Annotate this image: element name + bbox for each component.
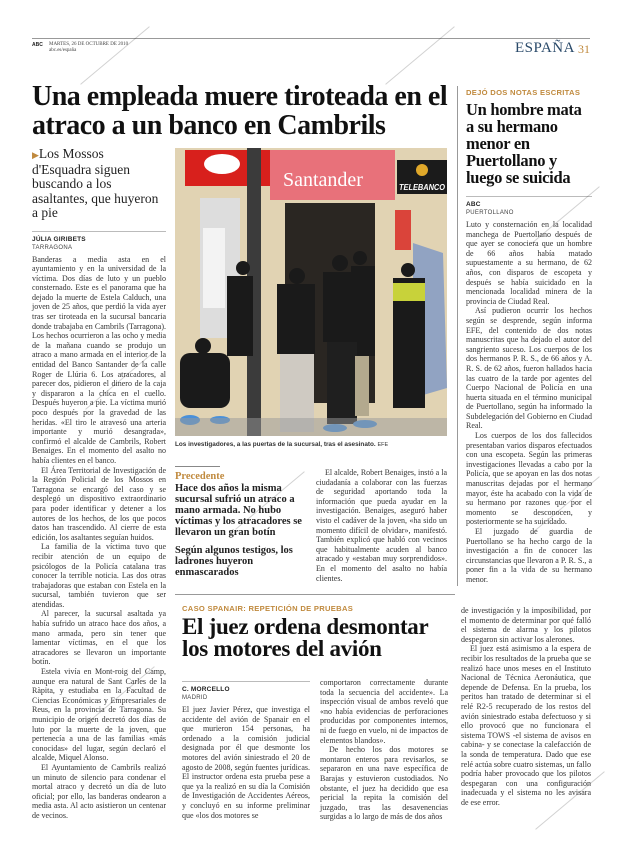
photo-caption-text: Los investigadores, a las puertas de la sucursal, tras el asesinato. — [175, 441, 376, 448]
spanair-kicker: CASO SPANAIR: REPETICIÓN DE PRUEBAS — [182, 604, 354, 613]
triangle-bullet-icon: ▶ — [32, 150, 39, 160]
header-date: MARTES, 26 DE OCTUBRE DE 2010 — [49, 42, 129, 47]
spanair-paragraph: comportaron correctamente durante toda la secuencia del accidente». La inspección visual de ambos reveló que «no había evidencias de perforaciones producidas por componentes internos, ni de fuego en vuelo, ni de impactos de elementos blandos». — [320, 678, 448, 745]
header-rule — [32, 38, 590, 39]
spanair-paragraph: El juez Javier Pérez, que investiga el accidente del avión de Spanair en el que murieron 154 personas, ha ordenado a la comisión judicial designada por él que desmonte los motores del avión siniestrado el 20 de agosto de 2008, según fuentes jurídicas. El instructor ordena esta prueba pese a que ya la realizó en su día la Comisión de Investigación de Accidentes Aéreos, y concluyó en su informe preliminar que «los dos motores se — [182, 705, 310, 820]
spanair-col3 — [461, 606, 591, 807]
column-divider — [457, 86, 458, 586]
main-paragraph: La familia de la víctima tuvo que recibir atención de un equipo de psicólogos de la Policía catalana tras conocer la terrible noticia. Las dos otras trabajadoras que estaban con Estela en la sucursal, también tuvieron que ser atendidas. — [32, 542, 166, 609]
spanair-byline-rule — [182, 681, 310, 682]
header-url[interactable]: abc.es/españa — [49, 48, 77, 53]
main-paragraph: El alcalde, Robert Benaiges, instó a la ciudadanía a colaborar con las fuerzas de seguridad aportando toda la información que pueda ayudar en la investigación. Benaiges, aseguró haber visto el cadáver de la joven, «ha sido un momento difícil de olvidar», manifestó. También explicó que habló con vecinos que habitualmente acuden al banco atracado y «estaban muy sorprendidos». En el momento del asalto no había clientes. — [316, 468, 447, 583]
side-paragraph: Los cuerpos de los dos fallecidos presentaban varios disparos efectuados con una escopeta. Según las primeras investigaciones llevadas a cabo por la Policía, que se apoyan en las dos notas manuscritas dejadas por el hermano mayor, éste ha acabado con la vida de su hermano por razones que por el momento se desconocen, y posteriormente se ha suicidado. — [466, 431, 592, 527]
side-kicker: DEJÓ DOS NOTAS ESCRITAS — [466, 88, 581, 97]
photo-sign-text: Santander — [283, 169, 363, 191]
main-paragraph: El Ayuntamiento de Cambrils realizó un minuto de silencio para condenar el mortal atraco y decretó un día de luto oficial; por ello, las banderas ondearon a media asta. Al acto asistieron un centenar de vecinos. — [32, 762, 166, 820]
main-paragraph: Al parecer, la sucursal asaltada ya había sufrido un atraco hace dos años, a mano armada, pero sin tener que lamentar víctimas, en el que los atracadores se llevaron un importante botín. — [32, 609, 166, 667]
main-left-column — [32, 147, 166, 821]
side-location: PUERTOLLANO — [466, 210, 514, 216]
side-byline-rule — [466, 196, 592, 197]
spanair-headline: El juez ordena desmontar los motores del avión — [182, 614, 429, 661]
news-photo — [175, 148, 447, 436]
main-headline: Una empleada muere tiroteada en el atraco a un banco en Cambrils — [32, 81, 448, 141]
watermark-line — [80, 26, 150, 85]
main-location: TARRAGONA — [32, 244, 73, 251]
main-byline: JÚLIA GIRIBETS — [32, 235, 86, 243]
main-paragraph: Estela vivía en Mont-roig del Camp, aunque era natural de Sant Carles de la Ràpita, y estudiaba en la Facultad de Ciencias Económicas y Empresariales de Reus, en la provincia de Tarragona. Su municipio de origen decretó dos días de luto por la muerte de la joven, que pertenecía a una de las familias «más conocidas» del lugar, según declaró el alcalde, Miquel Alonso. — [32, 667, 166, 763]
spanair-paragraph: De hecho los dos motores se montaron enteros para revisarlos, se separaron en una nave específica de Barajas y estuvieron custodiados. No obstante, el juez ha decidido que esa pericial la repita la comisión del juzgado, tras las desavenencias surgidas a lo largo de más de dos años — [320, 745, 448, 822]
section-name: ESPAÑA — [515, 40, 575, 56]
page-number: 31 — [578, 42, 590, 56]
side-paragraph: Así pudieron ocurrir los hechos según se desprende, según informa EFE, del contenido de dos notas manuscritas que ha dejado el autor del sangriento suceso. Los cuerpos de los dos hermanos P. R. S., de 66 años y A. R. S. de 62 años, fueron hallados hacia las cuatro de la tarde por agentes del Cuerpo Nacional de Policía en una huerta situada en el término municipal de Puertollano, según ha informado la Subdelegación del Gobierno en Ciudad Real. — [466, 306, 592, 431]
side-story — [466, 88, 592, 585]
spanair-col1 — [182, 681, 310, 820]
precedente-quote-2: Según algunos testigos, los ladrones huyeron enmascarados — [175, 545, 293, 578]
photo-credit: EFE — [377, 442, 389, 448]
spanair-byline: C. MORCELLO — [182, 686, 230, 693]
main-paragraph: El Área Territorial de Investigación de la Región Policial de los Mossos en Tarragona se encargó del caso y se desplegó un dispositivo extraordinario para poder identificar y detener a los autores de los hechos, de los que pocos datos han trascendido. Al cierre de esta edición, los asaltantes seguían huidos. — [32, 465, 166, 542]
precedente-box — [175, 466, 309, 578]
precedente-rule — [175, 466, 220, 467]
side-byline: ABC — [466, 201, 481, 208]
spanair-col2 — [320, 678, 448, 822]
precedente-quote: Hace dos años la misma sucursal sufrió un atraco a mano armada. No hubo víctimas y los atracadores se llevaron un gran botín — [175, 483, 302, 538]
side-paragraph: El juzgado de guardia de Puertollano se ha hecho cargo de la investigación a fin de conocer las circunstancias que llevaron a P. R. S., a poner fin a la vida de su hermano menor. — [466, 527, 592, 584]
side-headline: Un hombre mata a su hermano menor en Puertollano y luego se suicida — [466, 100, 582, 187]
side-paragraph: Luto y consternación en la localidad manchega de Puertollano después de que ayer se conociera que un hombre de 66 años había matado supuestamente a su hermano, de 62 años, con disparos de escopeta y después se había suicidado en la mencionada localidad minera de la provincia de Ciudad Real. — [466, 220, 592, 306]
spanair-rule — [175, 594, 455, 595]
header-brand: ABC — [32, 42, 43, 48]
byline-rule — [32, 231, 166, 232]
spanair-paragraph: El juez está asimismo a la espera de recibir los resultados de la prueba que se realizó hace unos meses en el Instituto Nacional de Técnica Aeronáutica, que depende de Defensa. En la prueba, los peritos han tratado de determinar si el relé R2-5 recuperado de los restos del avión siniestrado estaba defectuoso y si ello provocó que no funcionara el sistema TOWS -el sistema de avisos en cabina- y se conectase la calefacción de la sonda de temperatura. Dado que ese relé actúa sobre cuatro sistemas, un fallo podría haber provocado que los pilotos despegaran con una configuración inadecuada y el sistema no les avisara de ese error. — [461, 644, 591, 807]
main-subhead-text: Los Mossos d'Esquadra siguen buscando a los asaltantes, que huyeron a pie — [32, 146, 159, 220]
spanair-paragraph: de investigación y la imposibilidad, por el momento de determinar por qué falló el sistema de alarma y los pilotos despegaron sin activar los alerones. — [461, 606, 591, 644]
main-subhead — [32, 147, 166, 221]
precedente-label: Precedente — [175, 471, 225, 482]
photo-caption — [175, 441, 447, 449]
main-body — [32, 255, 166, 821]
main-paragraph: Banderas a media asta en el ayuntamiento y en la universidad de la víctima. Dos días de luto y un pueblo consternado. Este es el panorama que ha dejado la muerte de Estela Calduch, una joven de 25 años, que perdió la vida ayer tras ser tiroteada en la sucursal bancaria donde trabajaba en Cambrils (Tarragona). Los hechos ocurrieron a las ocho y media de la mañana cuando se produjo un atraco a mano armada en el interior de la entidad del Banco Santander de la calle Roger de Llúria 6. Los atracadores, al parecer dos, pidieron el dinero de la caja y dispararon a la chica en el cuello. Después huyeron a pie. La víctima murió poco después por la gravedad de las heridas. «El tiro le atravesó una arteria importante y murió desangrada», confirmó el alcalde de Cambrils, Robert Benaiges. En el momento del asalto no había clientes en el banco. — [32, 254, 166, 465]
spanair-location: MADRID — [182, 695, 208, 701]
side-body — [466, 220, 592, 585]
photo-sign2-text: TELEBANCO — [399, 182, 446, 192]
main-continuation — [316, 468, 447, 583]
watermark-line — [385, 26, 455, 85]
